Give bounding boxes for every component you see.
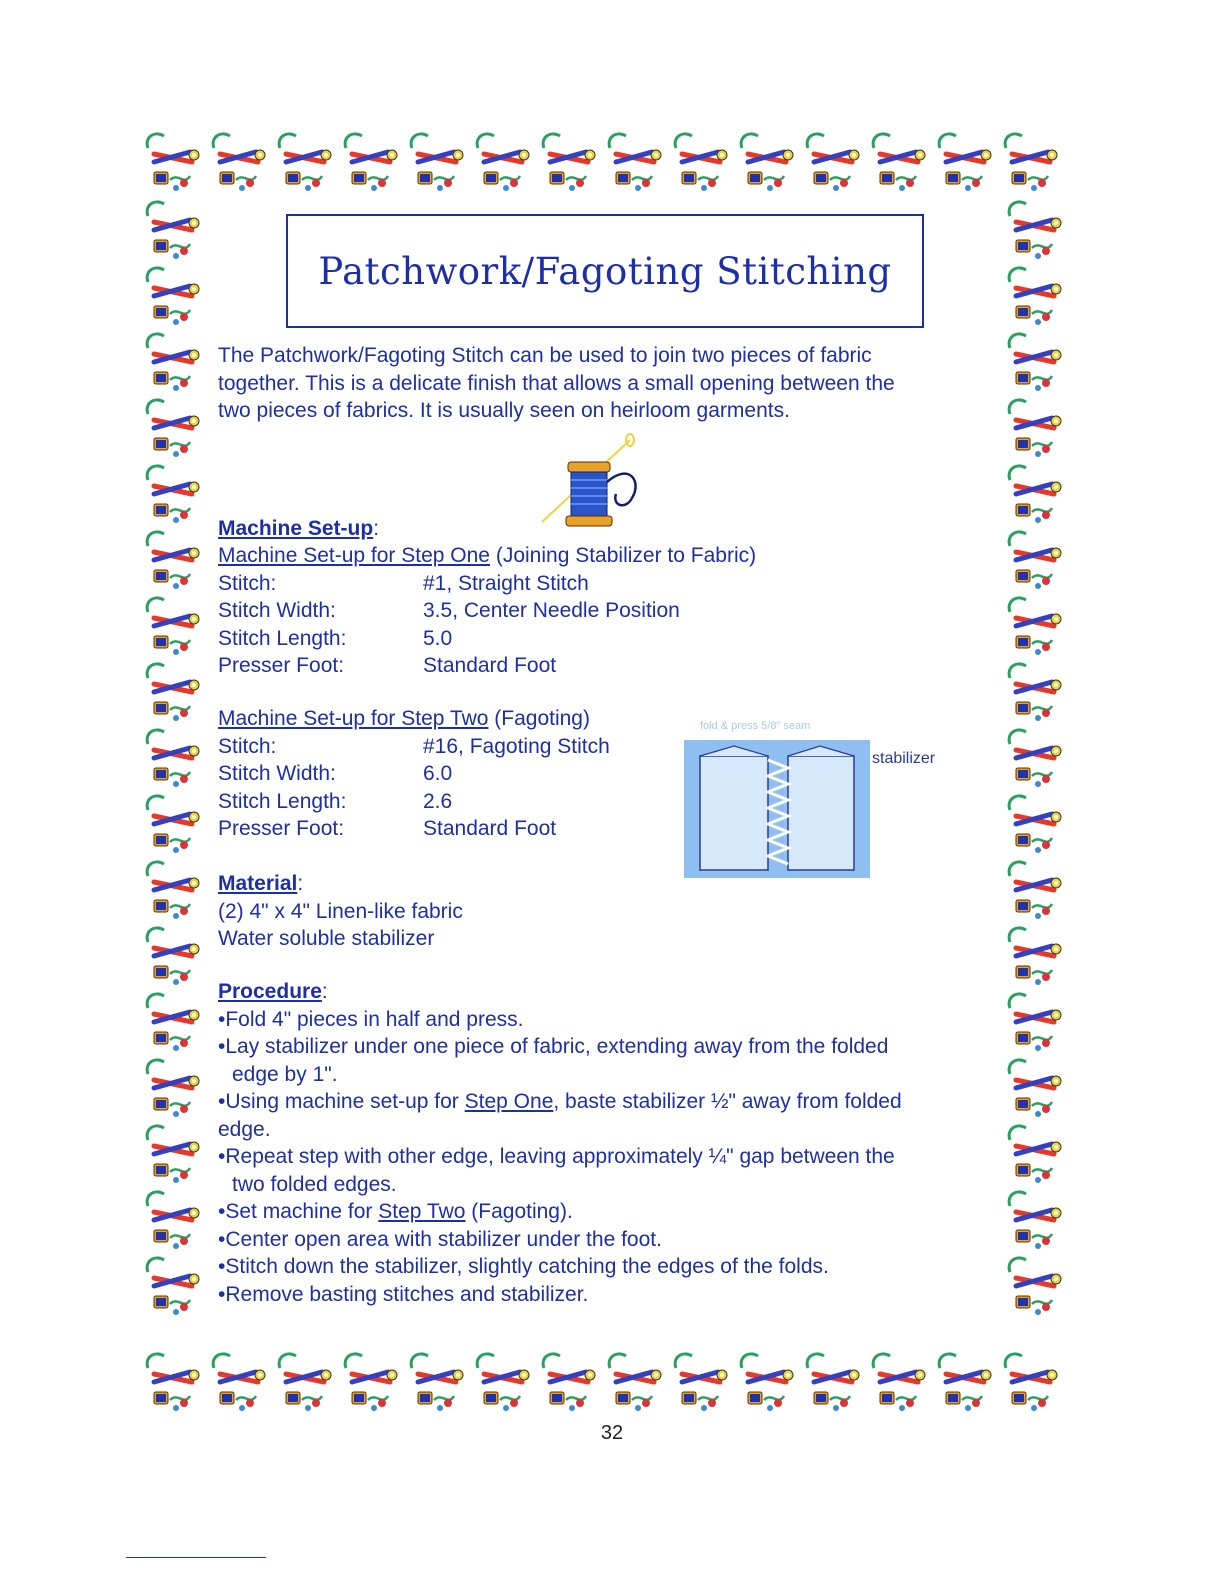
- scissors-spool-icon: [140, 988, 206, 1054]
- scissors-spool-icon: [1002, 988, 1068, 1054]
- intro-paragraph: [218, 342, 895, 425]
- scissors-spool-icon: [1002, 790, 1068, 856]
- scissors-spool-icon: [1002, 526, 1068, 592]
- setting-row: Stitch Length: 2.6: [218, 789, 453, 813]
- procedure-heading: Procedure:: [218, 980, 328, 1003]
- scissors-spool-icon: [140, 262, 206, 328]
- scissors-spool-icon: [1002, 658, 1068, 724]
- diagram-caption: fold & press 5/8" seam: [700, 720, 811, 732]
- scissors-spool-icon: [140, 790, 206, 856]
- footnote-rule: [126, 1557, 266, 1558]
- scissors-spool-icon: [140, 658, 206, 724]
- setting-row: Stitch: #16, Fagoting Stitch: [218, 734, 610, 758]
- scissors-spool-icon: [668, 128, 734, 194]
- scissors-spool-icon: [140, 1348, 206, 1414]
- procedure-section: [218, 978, 902, 1308]
- step-two-label: Machine Set-up for Step Two: [218, 707, 489, 730]
- step-one-section: [218, 542, 756, 680]
- scissors-spool-icon: [1002, 1186, 1068, 1252]
- material-heading: Material:: [218, 872, 304, 895]
- scissors-spool-icon: [338, 1348, 404, 1414]
- scissors-spool-icon: [932, 128, 998, 194]
- scissors-spool-icon: [800, 1348, 866, 1414]
- scissors-spool-icon: [998, 1348, 1064, 1414]
- procedure-step-continued: two folded edges.: [232, 1172, 397, 1196]
- scissors-spool-icon: [734, 1348, 800, 1414]
- setting-row: Stitch: #1, Straight Stitch: [218, 571, 589, 595]
- step-two-note: (Fagoting): [488, 707, 590, 730]
- scissors-spool-icon: [206, 1348, 272, 1414]
- scissors-spool-icon: [866, 128, 932, 194]
- scissors-spool-icon: [404, 1348, 470, 1414]
- step-two-section: [218, 705, 610, 843]
- scissors-spool-icon: [140, 724, 206, 790]
- setting-row: Presser Foot: Standard Foot: [218, 654, 557, 677]
- decorative-border-bottom: [140, 1348, 1064, 1414]
- scissors-spool-icon: [866, 1348, 932, 1414]
- page-number: 32: [600, 1422, 624, 1444]
- decorative-border-left: [140, 196, 206, 1318]
- step-one-reference: Step One: [464, 1090, 554, 1113]
- scissors-spool-icon: [140, 856, 206, 922]
- step-two-reference: Step Two: [378, 1200, 466, 1223]
- scissors-spool-icon: [272, 1348, 338, 1414]
- procedure-step: •Remove basting stitches and stabilizer.: [218, 1282, 589, 1306]
- scissors-spool-icon: [800, 128, 866, 194]
- intro-line: The Patchwork/Fagoting Stitch can be used to join two pieces of fabric: [218, 344, 872, 367]
- procedure-step: •Repeat step with other edge, leaving approximately ¼" gap between the: [218, 1145, 895, 1168]
- procedure-step-continued: edge.: [218, 1117, 271, 1141]
- scissors-spool-icon: [536, 128, 602, 194]
- scissors-spool-icon: [1002, 724, 1068, 790]
- scissors-spool-icon: [1002, 394, 1068, 460]
- intro-line: together. This is a delicate finish that allows a small opening between the: [218, 371, 895, 395]
- scissors-spool-icon: [140, 1186, 206, 1252]
- scissors-spool-icon: [206, 128, 272, 194]
- setting-row: Stitch Length: 5.0: [218, 626, 453, 650]
- procedure-step: •Stitch down the stabilizer, slightly catching the edges of the folds.: [218, 1255, 829, 1278]
- title-box: [286, 214, 924, 328]
- scissors-spool-icon: [272, 128, 338, 194]
- page-title: Patchwork/Fagoting Stitching: [318, 249, 892, 293]
- scissors-spool-icon: [734, 128, 800, 194]
- scissors-spool-icon: [602, 1348, 668, 1414]
- decorative-border-top: [140, 128, 1064, 194]
- scissors-spool-icon: [140, 922, 206, 988]
- procedure-step: •Using machine set-up for Step One, baste stabilizer ½" away from folded: [218, 1090, 902, 1113]
- scissors-spool-icon: [1002, 262, 1068, 328]
- material-section: [218, 870, 463, 953]
- procedure-step: •Lay stabilizer under one piece of fabric, extending away from the folded: [218, 1035, 889, 1058]
- scissors-spool-icon: [470, 1348, 536, 1414]
- scissors-spool-icon: [1002, 856, 1068, 922]
- scissors-spool-icon: [404, 128, 470, 194]
- scissors-spool-icon: [140, 1252, 206, 1318]
- scissors-spool-icon: [1002, 328, 1068, 394]
- scissors-spool-icon: [140, 394, 206, 460]
- scissors-spool-icon: [140, 1054, 206, 1120]
- scissors-spool-icon: [140, 196, 206, 262]
- procedure-step: •Set machine for Step Two (Fagoting).: [218, 1200, 573, 1223]
- decorative-border-right: [1002, 196, 1068, 1318]
- scissors-spool-icon: [536, 1348, 602, 1414]
- setting-row: Stitch Width: 6.0: [218, 762, 453, 785]
- scissors-spool-icon: [1002, 1252, 1068, 1318]
- intro-line: two pieces of fabrics. It is usually seen on heirloom garments.: [218, 399, 790, 422]
- procedure-step: •Fold 4" pieces in half and press.: [218, 1007, 524, 1031]
- scissors-spool-icon: [140, 460, 206, 526]
- scissors-spool-icon: [932, 1348, 998, 1414]
- scissors-spool-icon: [470, 128, 536, 194]
- scissors-spool-icon: [338, 128, 404, 194]
- scissors-spool-icon: [140, 526, 206, 592]
- scissors-spool-icon: [1002, 1054, 1068, 1120]
- step-one-label: Machine Set-up for Step One: [218, 544, 490, 567]
- scissors-spool-icon: [140, 1120, 206, 1186]
- procedure-step: •Center open area with stabilizer under the foot.: [218, 1227, 662, 1251]
- scissors-spool-icon: [1002, 1120, 1068, 1186]
- setting-row: Presser Foot: Standard Foot: [218, 817, 557, 840]
- fagoting-diagram: [684, 740, 870, 878]
- material-item: (2) 4" x 4" Linen-like fabric: [218, 899, 463, 923]
- scissors-spool-icon: [602, 128, 668, 194]
- scissors-spool-icon: [668, 1348, 734, 1414]
- step-one-note: (Joining Stabilizer to Fabric): [490, 544, 757, 567]
- stabilizer-label: stabilizer: [872, 750, 936, 767]
- machine-setup-heading: Machine Set-up:: [218, 517, 380, 540]
- scissors-spool-icon: [1002, 922, 1068, 988]
- thread-spool-icon: [540, 432, 650, 532]
- setting-row: Stitch Width: 3.5, Center Needle Position: [218, 599, 680, 622]
- scissors-spool-icon: [1002, 196, 1068, 262]
- procedure-step-continued: edge by 1".: [232, 1062, 338, 1086]
- scissors-spool-icon: [1002, 592, 1068, 658]
- material-item: Water soluble stabilizer: [218, 927, 435, 950]
- scissors-spool-icon: [140, 328, 206, 394]
- scissors-spool-icon: [140, 128, 206, 194]
- scissors-spool-icon: [1002, 460, 1068, 526]
- scissors-spool-icon: [140, 592, 206, 658]
- scissors-spool-icon: [998, 128, 1064, 194]
